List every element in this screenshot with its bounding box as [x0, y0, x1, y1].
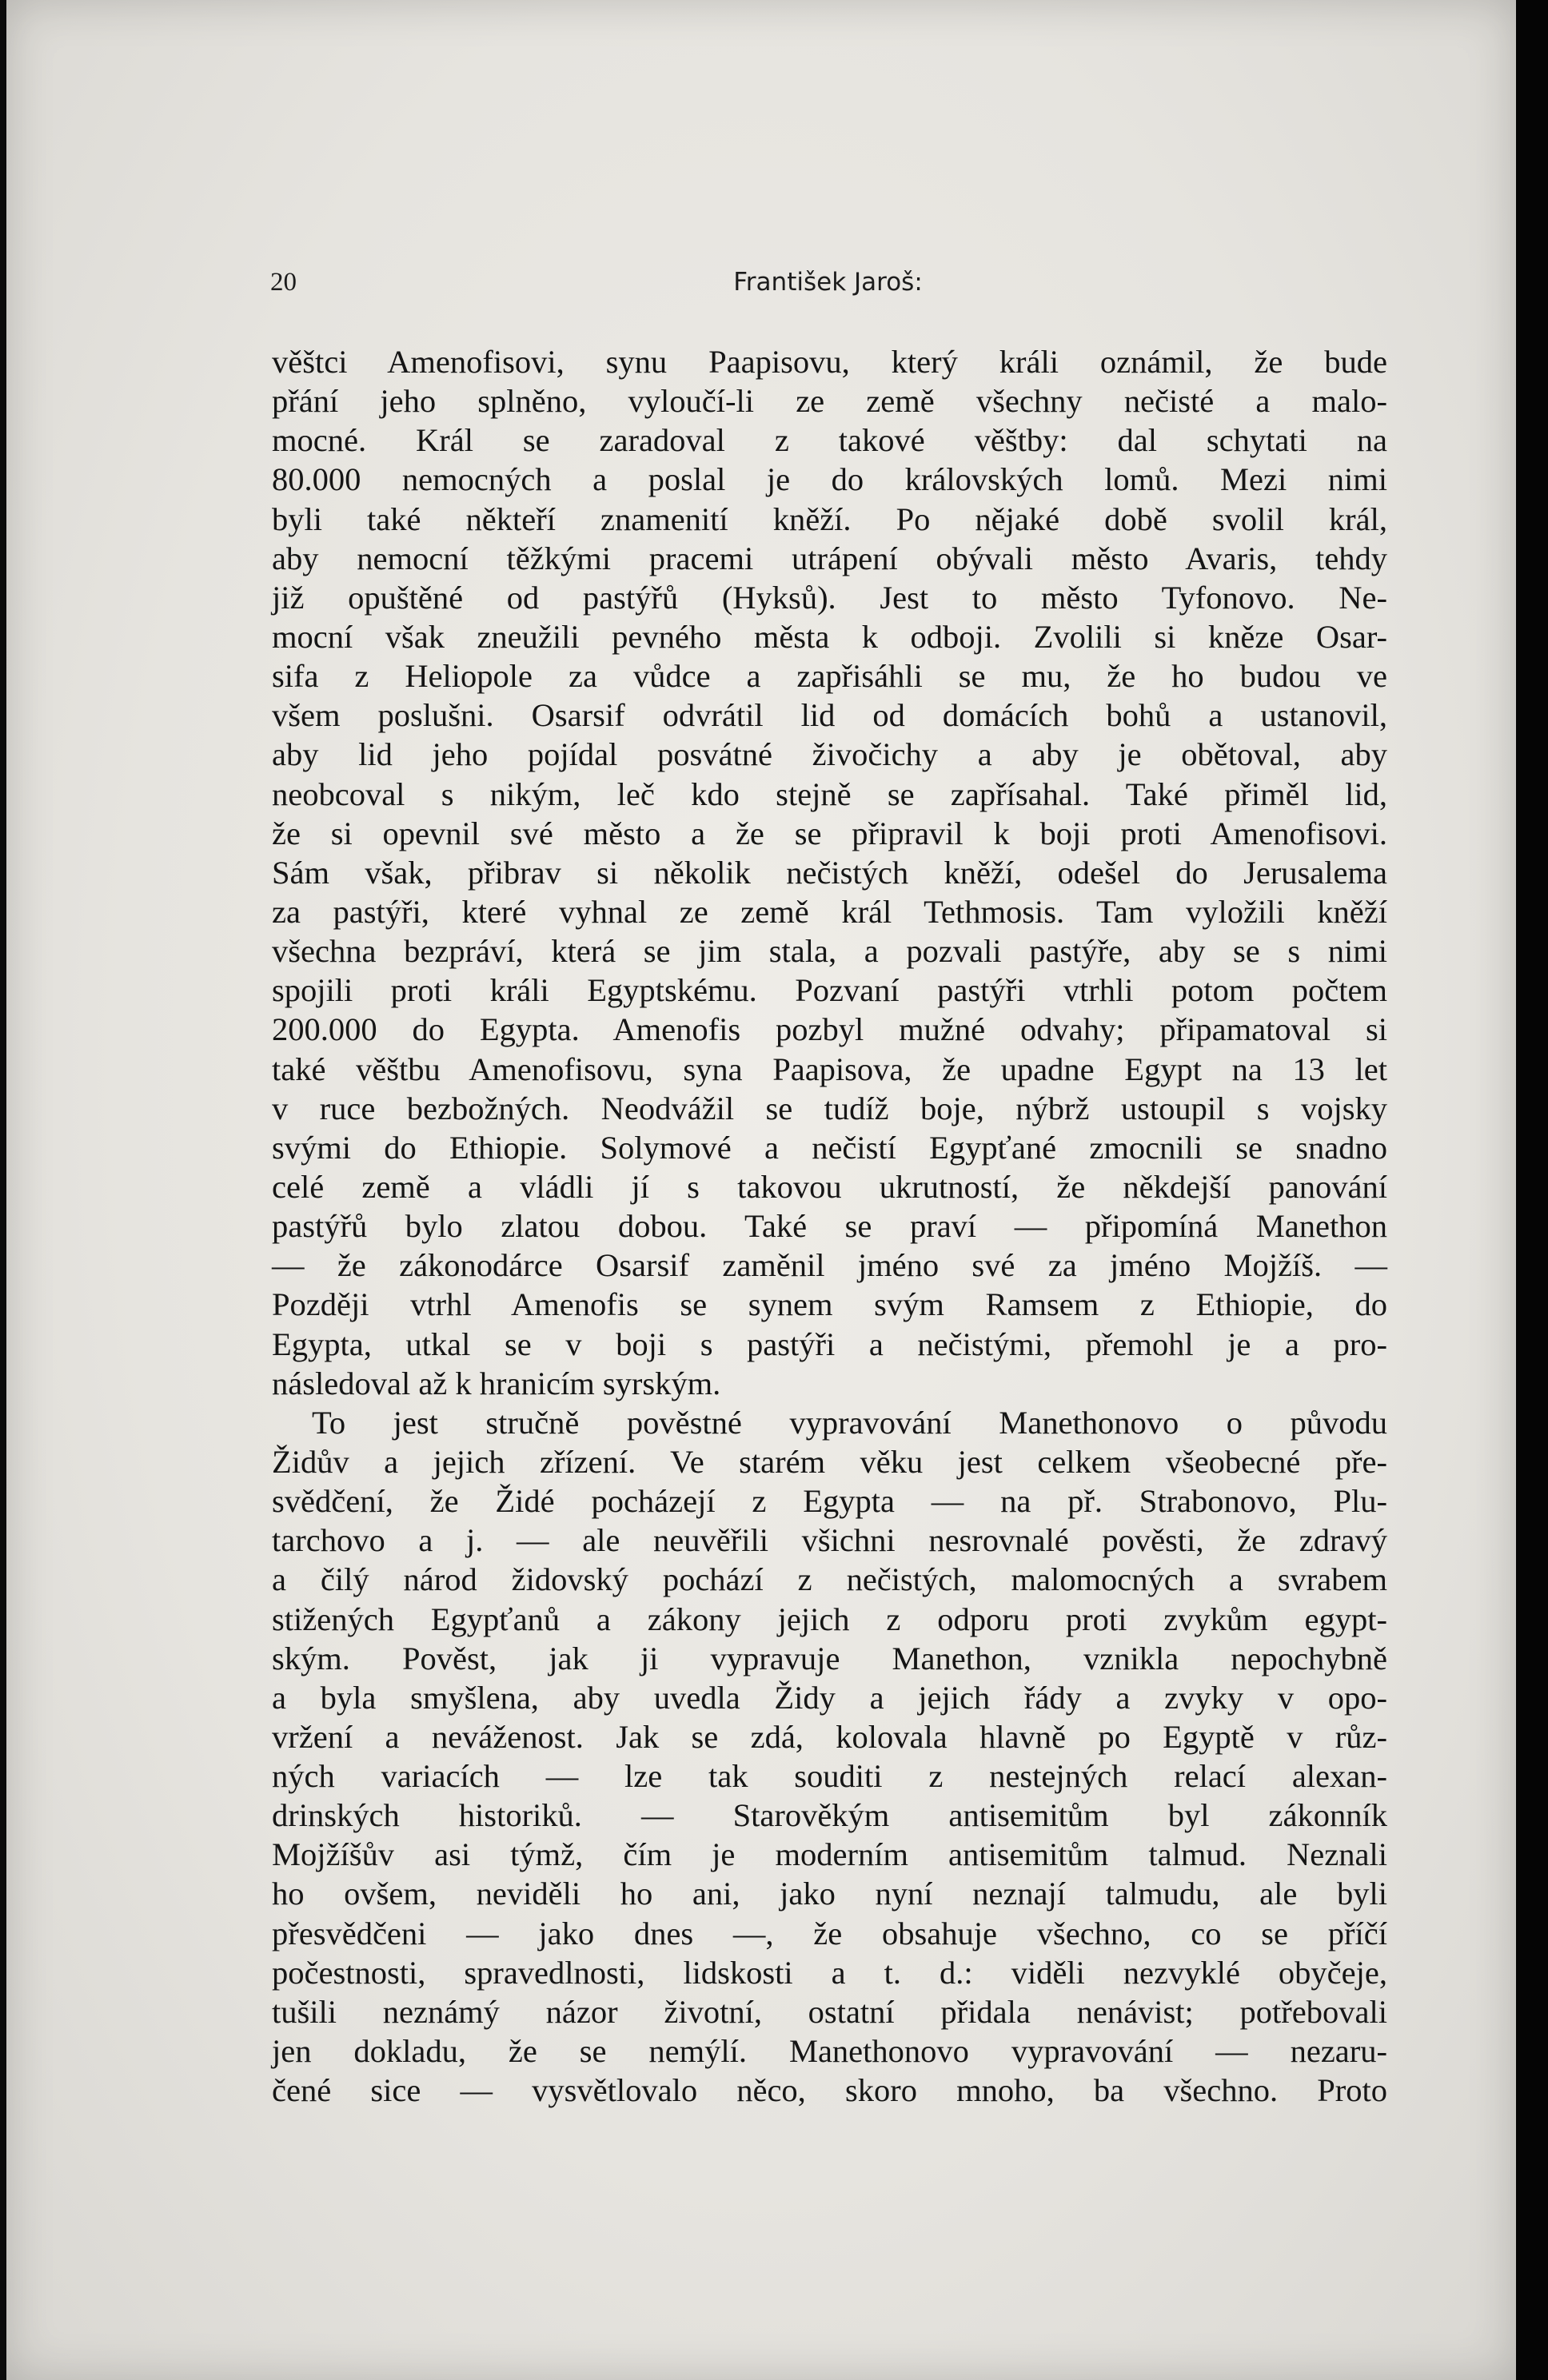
- text-line: věštci Amenofisovi, synu Paapisovu, který králi oznámil, že bude: [272, 344, 1387, 380]
- text-line: vržení a neváženost. Jak se zdá, kolovala hlavně po Egyptě v růz-: [272, 1718, 1387, 1755]
- text-line: přesvědčeni — jako dnes —, že obsahuje všechno, co se příčí: [272, 1915, 1387, 1951]
- text-line: již opuštěné od pastýřů (Hyksů). Jest to město Tyfonovo. Ne-: [272, 579, 1387, 616]
- text-line: tušili neznámý názor životní, ostatní přidala nenávist; potřebovali: [272, 1993, 1387, 2030]
- text-line: Později vtrhl Amenofis se synem svým Ramsem z Ethiopie, do: [272, 1286, 1387, 1323]
- text-line: Sám však, přibrav si několik nečistých kněží, odešel do Jerusalema: [272, 854, 1387, 891]
- text-line: přání jeho splněno, vyloučí-li ze země všechny nečisté a malo-: [272, 383, 1387, 420]
- text-line: následoval až k hranicím syrským.: [272, 1365, 721, 1401]
- text-line: Egypta, utkal se v boji s pastýři a nečistými, přemohl je a pro-: [272, 1326, 1387, 1362]
- text-line: a byla smyšlena, aby uvedla Židy a jejich řády a zvyky v opo-: [272, 1679, 1387, 1716]
- text-line: všechna bezpráví, která se jim stala, a pozvali pastýře, aby se s nimi: [272, 933, 1387, 970]
- text-line: svědčení, že Židé pocházejí z Egypta — na př. Strabonovo, Plu-: [272, 1483, 1387, 1520]
- text-line: počestnosti, spravedlnosti, lidskosti a t. d.: viděli nezvyklé obyčeje,: [272, 1954, 1387, 1991]
- text-line: Židův a jejich zřízení. Ve starém věku jest celkem všeobecné pře-: [272, 1443, 1387, 1480]
- text-line: jen dokladu, že se nemýlí. Manethonovo vypravování — nezaru-: [272, 2033, 1387, 2070]
- text-line: Mojžíšův asi týmž, čím je moderním antisemitům talmud. Neznali: [272, 1836, 1387, 1873]
- text-line: byli také někteří znamenití kněží. Po nějaké době svolil král,: [272, 500, 1387, 537]
- text-line: aby lid jeho pojídal posvátné živočichy a aby je obětoval, aby: [272, 736, 1387, 773]
- text-line: mocné. Král se zaradoval z takové věštby: dal schytati na: [272, 422, 1387, 459]
- text-line: celé země a vládli jí s takovou ukrutností, že někdejší panování: [272, 1168, 1387, 1205]
- paragraph-first-line: To jest stručně pověstné vypravování Manethonovo o původu: [312, 1404, 1387, 1441]
- text-line: v ruce bezbožných. Neodvážil se tudíž boje, nýbrž ustoupil s vojsky: [272, 1090, 1387, 1126]
- text-line: drinských historiků. — Starověkým antisemitům byl zákonník: [272, 1797, 1387, 1834]
- running-title: František Jaroš:: [733, 268, 923, 297]
- text-line: 200.000 do Egypta. Amenofis pozbyl mužné odvahy; připamatoval si: [272, 1011, 1387, 1048]
- text-line: svými do Ethiopie. Solymové a nečistí Egypťané zmocnili se snadno: [272, 1129, 1387, 1166]
- text-line: — že zákonodárce Osarsif zaměnil jméno své za jméno Mojžíš. —: [272, 1247, 1387, 1284]
- text-line: sifa z Heliopole za vůdce a zapřisáhli se mu, že ho budou ve: [272, 658, 1387, 695]
- text-line: aby nemocní těžkými pracemi utrápení obývali město Avaris, tehdy: [272, 540, 1387, 576]
- text-line: ho ovšem, neviděli ho ani, jako nyní neznají talmudu, ale byli: [272, 1876, 1387, 1912]
- text-line: také věštbu Amenofisovu, syna Paapisova, že upadne Egypt na 13 let: [272, 1050, 1387, 1087]
- page-number: 20: [270, 268, 297, 297]
- text-line: ných variacích — lze tak souditi z nestejných relací alexan-: [272, 1758, 1387, 1795]
- scan-border: [1516, 0, 1548, 2380]
- text-line: že si opevnil své město a že se připravil k boji proti Amenofisovi.: [272, 815, 1387, 851]
- text-line: 80.000 nemocných a poslal je do královských lomů. Mezi nimi: [272, 461, 1387, 498]
- text-line: všem poslušni. Osarsif odvrátil lid od domácích bohů a ustanovil,: [272, 697, 1387, 734]
- text-line: ským. Pověst, jak ji vypravuje Manethon, vznikla nepochybně: [272, 1640, 1387, 1676]
- text-line: pastýřů bylo zlatou dobou. Také se praví — připomíná Manethon: [272, 1208, 1387, 1245]
- text-line: čené sice — vysvětlovalo něco, skoro mnoho, ba všechno. Proto: [272, 2072, 1387, 2109]
- text-line: spojili proti králi Egyptskému. Pozvaní pastýři vtrhli potom počtem: [272, 972, 1387, 1009]
- text-line: mocní však zneužili pevného města k odboji. Zvolili si kněze Osar-: [272, 618, 1387, 655]
- text-line: a čilý národ židovský pochází z nečistých, malomocných a svrabem: [272, 1561, 1387, 1598]
- text-line: neobcoval s nikým, leč kdo stejně se zapřísahal. Také přiměl lid,: [272, 775, 1387, 812]
- text-line: stižených Egypťanů a zákony jejich z odporu proti zvykům egypt-: [272, 1601, 1387, 1637]
- body-text: [272, 342, 1387, 2110]
- text-line: za pastýři, které vyhnal ze země král Tethmosis. Tam vyložili kněží: [272, 893, 1387, 930]
- page-header: [270, 268, 1386, 308]
- book-page: [6, 0, 1516, 2380]
- text-line: tarchovo a j. — ale neuvěřili všichni nesrovnalé pověsti, že zdravý: [272, 1522, 1387, 1559]
